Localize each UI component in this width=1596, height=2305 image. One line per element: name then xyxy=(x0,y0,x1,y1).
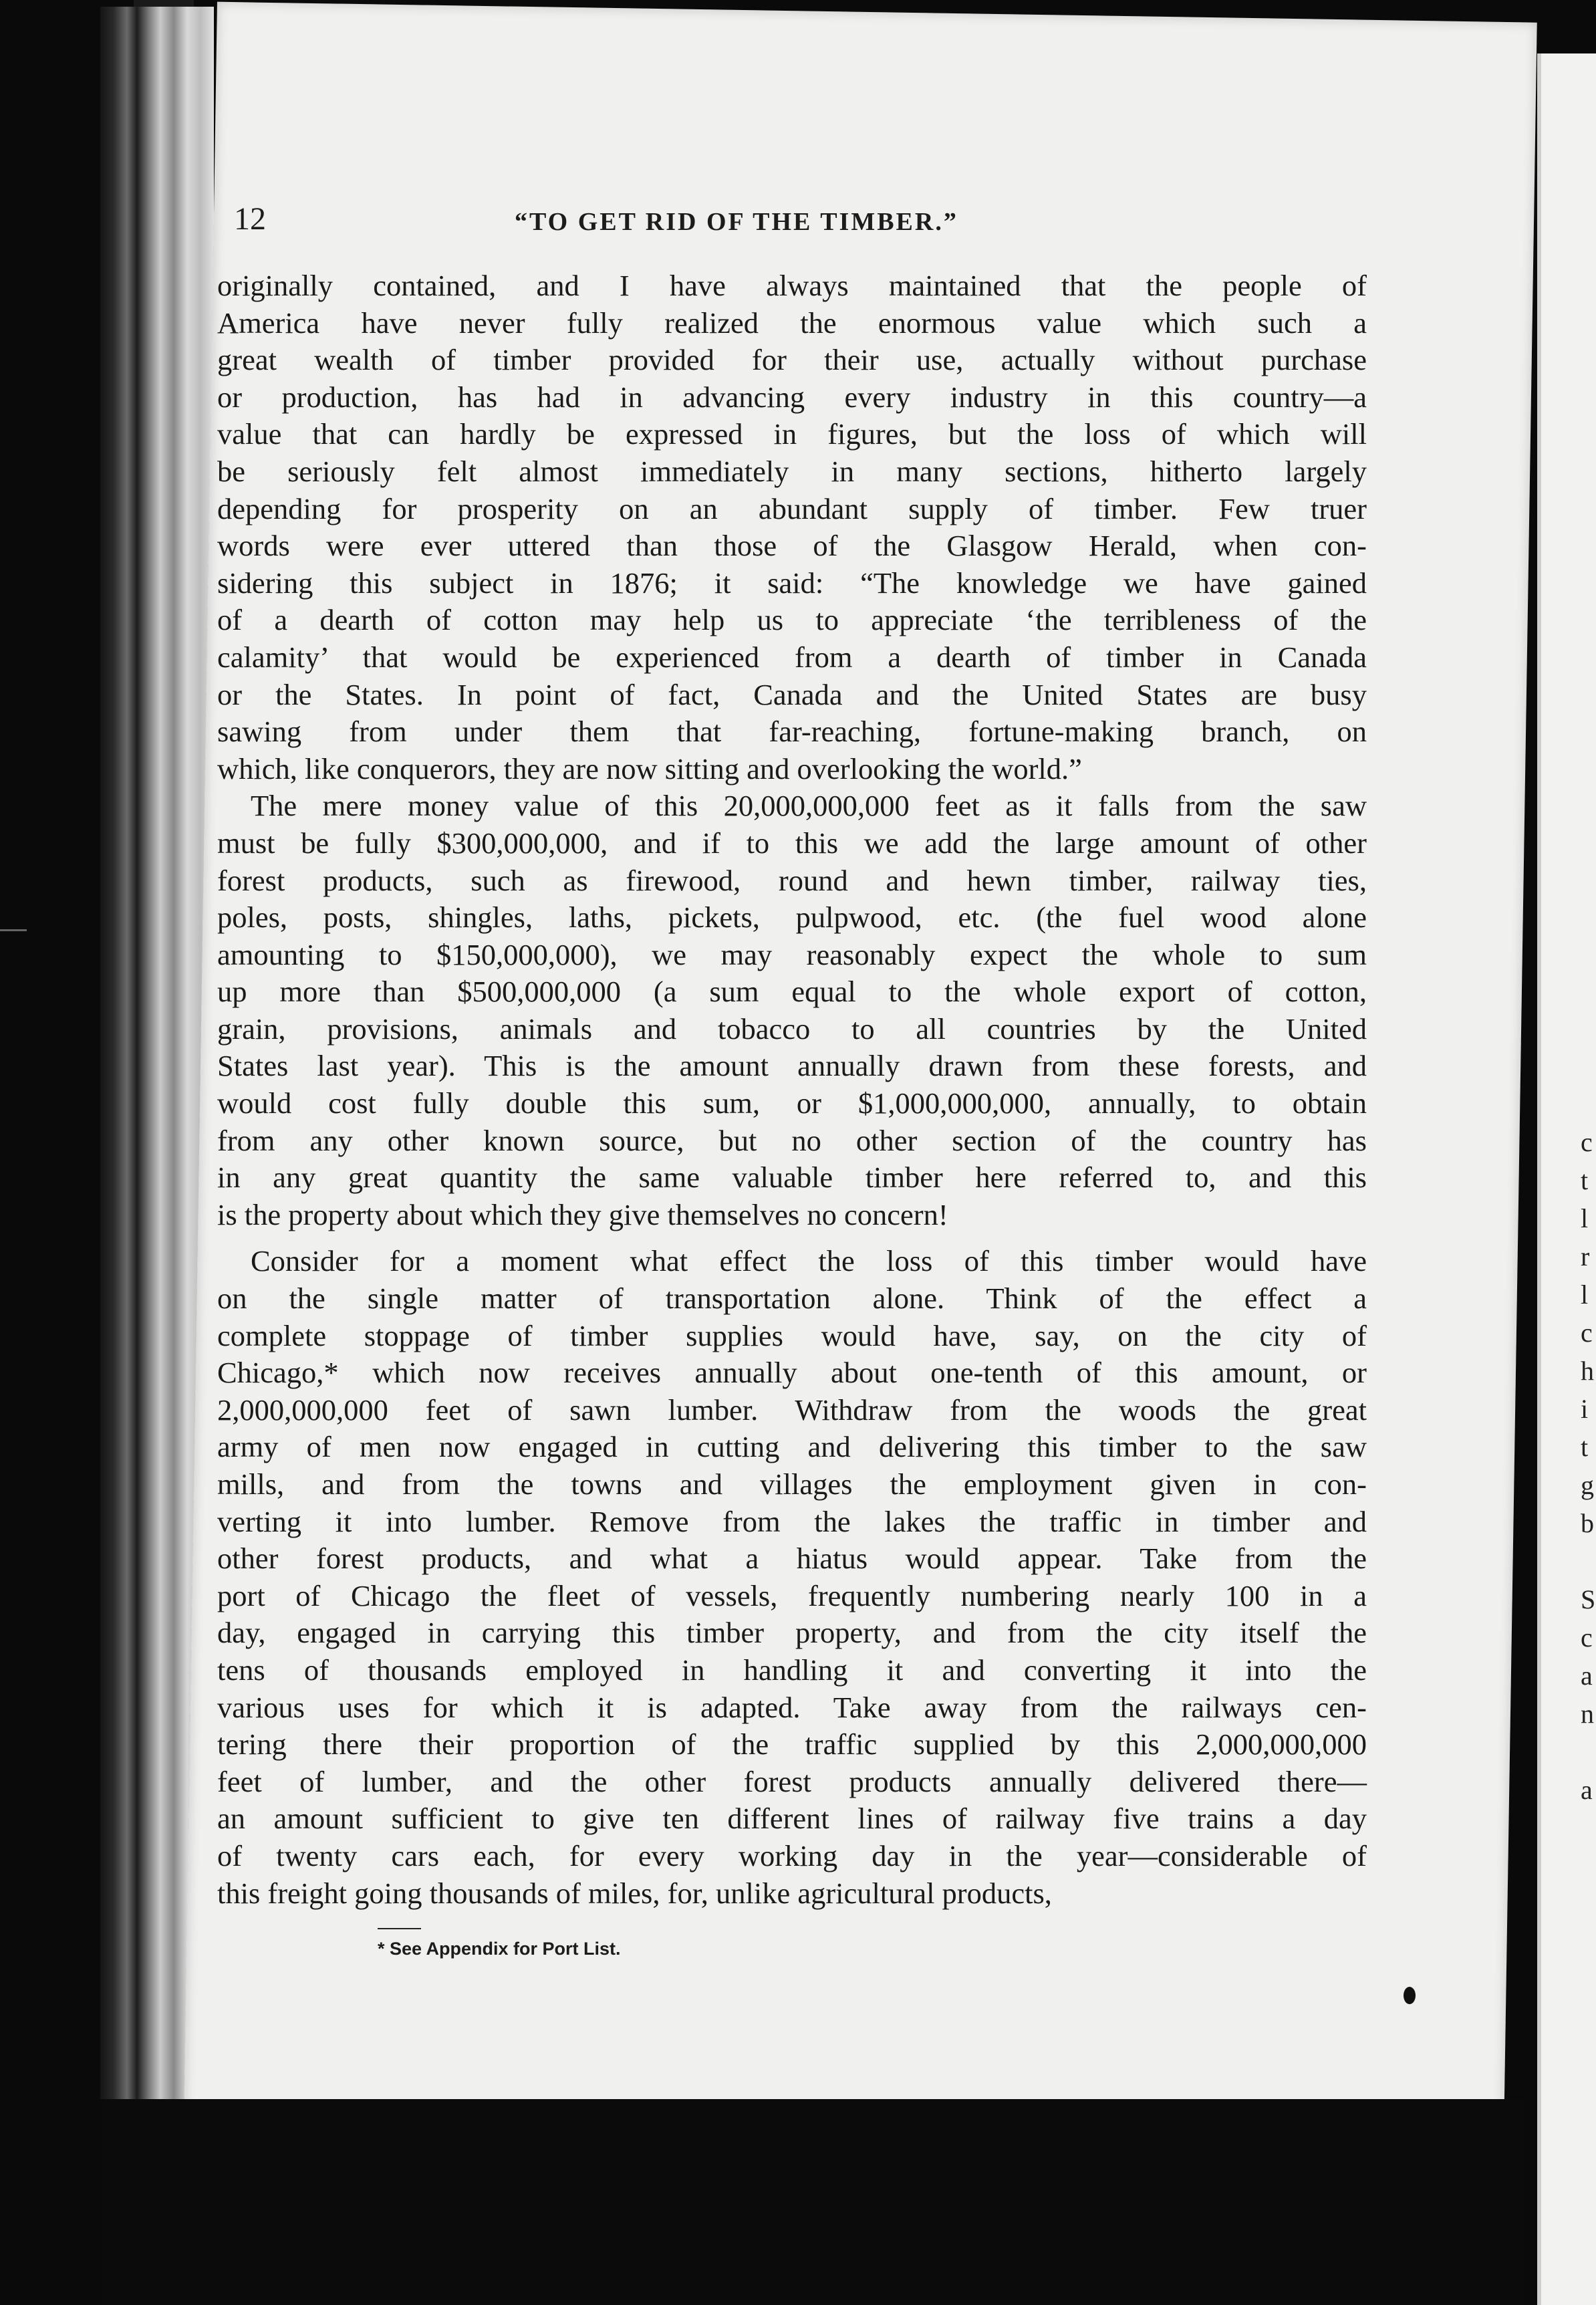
text-line: originally contained, and I have always maintained that the people of xyxy=(217,269,1367,302)
footnote-rule xyxy=(378,1928,421,1929)
text-line: which, like conquerors, they are now sitting and overlooking the world.” xyxy=(217,751,1082,785)
text-line: tens of thousands employed in handling it and converting it into the xyxy=(217,1653,1367,1687)
footnote: * See Appendix for Port List. xyxy=(378,1939,621,1959)
text-line: or the States. In point of fact, Canada and the United States are busy xyxy=(217,677,1367,711)
running-title: “TO GET RID OF THE TIMBER.” xyxy=(515,208,958,236)
facing-page-letter xyxy=(1581,1542,1596,1580)
facing-page-letter xyxy=(1581,1733,1596,1771)
text-line: army of men now engaged in cutting and delivering this timber to the saw xyxy=(217,1430,1367,1464)
text-line: great wealth of timber provided for their use, actually without purchase xyxy=(217,343,1367,377)
text-line: mills, and from the towns and villages the employment given in con- xyxy=(217,1467,1367,1501)
text-line: up more than $500,000,000 (a sum equal to the whole export of cotton, xyxy=(217,975,1367,1009)
text-line: sawing from under them that far-reaching, fortune-making branch, on xyxy=(217,715,1367,749)
facing-page-letter: c xyxy=(1581,1127,1593,1157)
text-line: be seriously felt almost immediately in many sections, hitherto largely xyxy=(217,454,1367,488)
text-line: value that can hardly be expressed in figures, but the loss of which will xyxy=(217,417,1367,451)
text-line: The mere money value of this 20,000,000,000 feet as it falls from the saw xyxy=(251,789,1367,823)
text-line: amounting to $150,000,000), we may reasonably expect the whole to sum xyxy=(217,937,1367,971)
text-line: an amount sufficient to give ten different lines of railway five trains a day xyxy=(217,1802,1367,1836)
text-line: feet of lumber, and the other forest products annually delivered there— xyxy=(217,1764,1367,1798)
text-line: verting it into lumber. Remove from the lakes the traffic in timber and xyxy=(217,1504,1367,1538)
text-line: Chicago,* which now receives annually about one-tenth of this amount, or xyxy=(217,1356,1367,1390)
body-text xyxy=(217,267,1367,1912)
facing-page-letter: a xyxy=(1581,1775,1593,1805)
text-line: Consider for a moment what effect the loss of this timber would have xyxy=(251,1244,1367,1278)
text-line: complete stoppage of timber supplies would have, say, on the city of xyxy=(217,1318,1367,1352)
text-line: forest products, such as firewood, round and hewn timber, railway ties, xyxy=(217,863,1367,897)
text-line: on the single matter of transportation alone. Think of the effect a xyxy=(217,1282,1367,1316)
facing-page-letter: g xyxy=(1581,1470,1594,1500)
facing-page-letter: n xyxy=(1581,1699,1594,1729)
text-line: various uses for which it is adapted. Take away from the railways cen- xyxy=(217,1690,1367,1724)
facing-page-letter: S xyxy=(1581,1584,1596,1614)
scan-mark xyxy=(0,929,27,931)
text-line: must be fully $300,000,000, and if to this we add the large amount of other xyxy=(217,826,1367,860)
text-line: day, engaged in carrying this timber property, and from the city itself the xyxy=(217,1616,1367,1650)
text-line: port of Chicago the fleet of vessels, frequently numbering nearly 100 in a xyxy=(217,1578,1367,1612)
facing-page-letter: t xyxy=(1581,1165,1589,1195)
text-line: calamity’ that would be experienced from a dearth of timber in Canada xyxy=(217,640,1367,674)
page-number: 12 xyxy=(234,201,266,237)
facing-page-letter: h xyxy=(1581,1356,1594,1386)
text-line: of a dearth of cotton may help us to appreciate ‘the terribleness of the xyxy=(217,603,1367,637)
facing-page-letter: l xyxy=(1581,1203,1589,1233)
facing-page-letter: c xyxy=(1581,1622,1593,1653)
text-line: of twenty cars each, for every working day in the year—considerable of xyxy=(217,1838,1367,1872)
text-line: is the property about which they give themselves no concern! xyxy=(217,1197,948,1231)
text-line: America have never fully realized the enormous value which such a xyxy=(217,306,1367,340)
facing-page-letter: r xyxy=(1581,1241,1590,1271)
scan-background xyxy=(100,2099,1524,2305)
text-line: or production, has had in advancing every industry in this country—a xyxy=(217,380,1367,414)
text-line: words were ever uttered than those of the Glasgow Herald, when con- xyxy=(217,529,1367,563)
facing-page-letter: b xyxy=(1581,1508,1594,1538)
text-line: tering there their proportion of the traffic supplied by this 2,000,000,000 xyxy=(217,1727,1367,1762)
facing-page-letter: i xyxy=(1581,1394,1589,1424)
text-line: from any other known source, but no other section of the country has xyxy=(217,1123,1367,1157)
facing-page-letter: l xyxy=(1581,1280,1589,1310)
facing-page-text xyxy=(1581,1123,1596,1809)
text-line: States last year). This is the amount annually drawn from these forests, and xyxy=(217,1049,1367,1083)
text-line: in any great quantity the same valuable timber here referred to, and this xyxy=(217,1161,1367,1195)
text-line: would cost fully double this sum, or $1,000,000,000, annually, to obtain xyxy=(217,1086,1367,1120)
text-line: this freight going thousands of miles, for, unlike agricultural products, xyxy=(217,1876,1052,1910)
text-line: poles, posts, shingles, laths, pickets, pulpwood, etc. (the fuel wood alone xyxy=(217,900,1367,935)
facing-page-letter: t xyxy=(1581,1432,1589,1462)
text-line: sidering this subject in 1876; it said: “The knowledge we have gained xyxy=(217,566,1367,600)
text-line: other forest products, and what a hiatus would appear. Take from the xyxy=(217,1542,1367,1576)
facing-page-letter: a xyxy=(1581,1661,1593,1691)
text-line: grain, provisions, animals and tobacco to all countries by the United xyxy=(217,1011,1367,1046)
facing-page-letter: c xyxy=(1581,1318,1593,1348)
text-line: 2,000,000,000 feet of sawn lumber. Withdraw from the woods the great xyxy=(217,1392,1367,1427)
text-line: depending for prosperity on an abundant supply of timber. Few truer xyxy=(217,491,1367,525)
running-head xyxy=(234,201,1317,247)
ink-blot xyxy=(1404,1987,1416,2004)
